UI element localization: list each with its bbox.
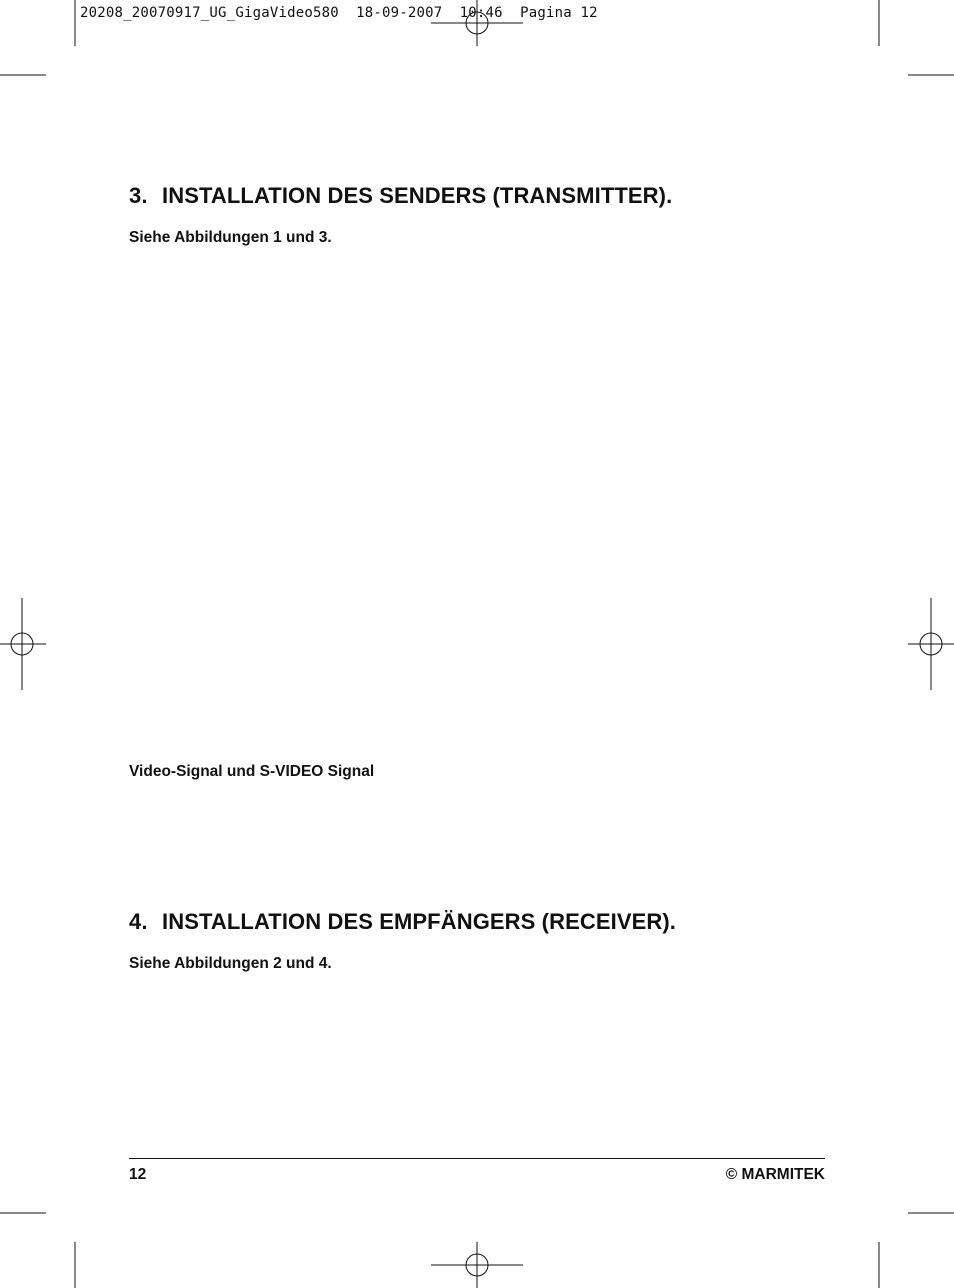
section-3-figure-reference: Siehe Abbildungen 1 und 3. (129, 229, 332, 246)
section-4-title: INSTALLATION DES EMPFÄNGERS (RECEIVER). (162, 909, 676, 934)
footer-divider (129, 1158, 825, 1159)
section-3-title: INSTALLATION DES SENDERS (TRANSMITTER). (162, 183, 673, 208)
section-3-heading (129, 183, 672, 209)
registration-target-right (908, 598, 954, 690)
registration-target-left (0, 598, 46, 690)
registration-target-bottom (431, 1242, 523, 1288)
section-4-number: 4. (129, 909, 148, 934)
page-number: 12 (129, 1166, 147, 1183)
section-3-number: 3. (129, 183, 148, 208)
footer-copyright: © MARMITEK (725, 1166, 825, 1183)
section-4-heading (129, 909, 676, 935)
section-4-figure-reference: Siehe Abbildungen 2 und 4. (129, 955, 332, 972)
print-slug-line: 20208_20070917_UG_GigaVideo580 18-09-2007 10:46 Pagina 12 (80, 5, 598, 21)
signal-label: Video-Signal und S-VIDEO Signal (129, 763, 375, 780)
